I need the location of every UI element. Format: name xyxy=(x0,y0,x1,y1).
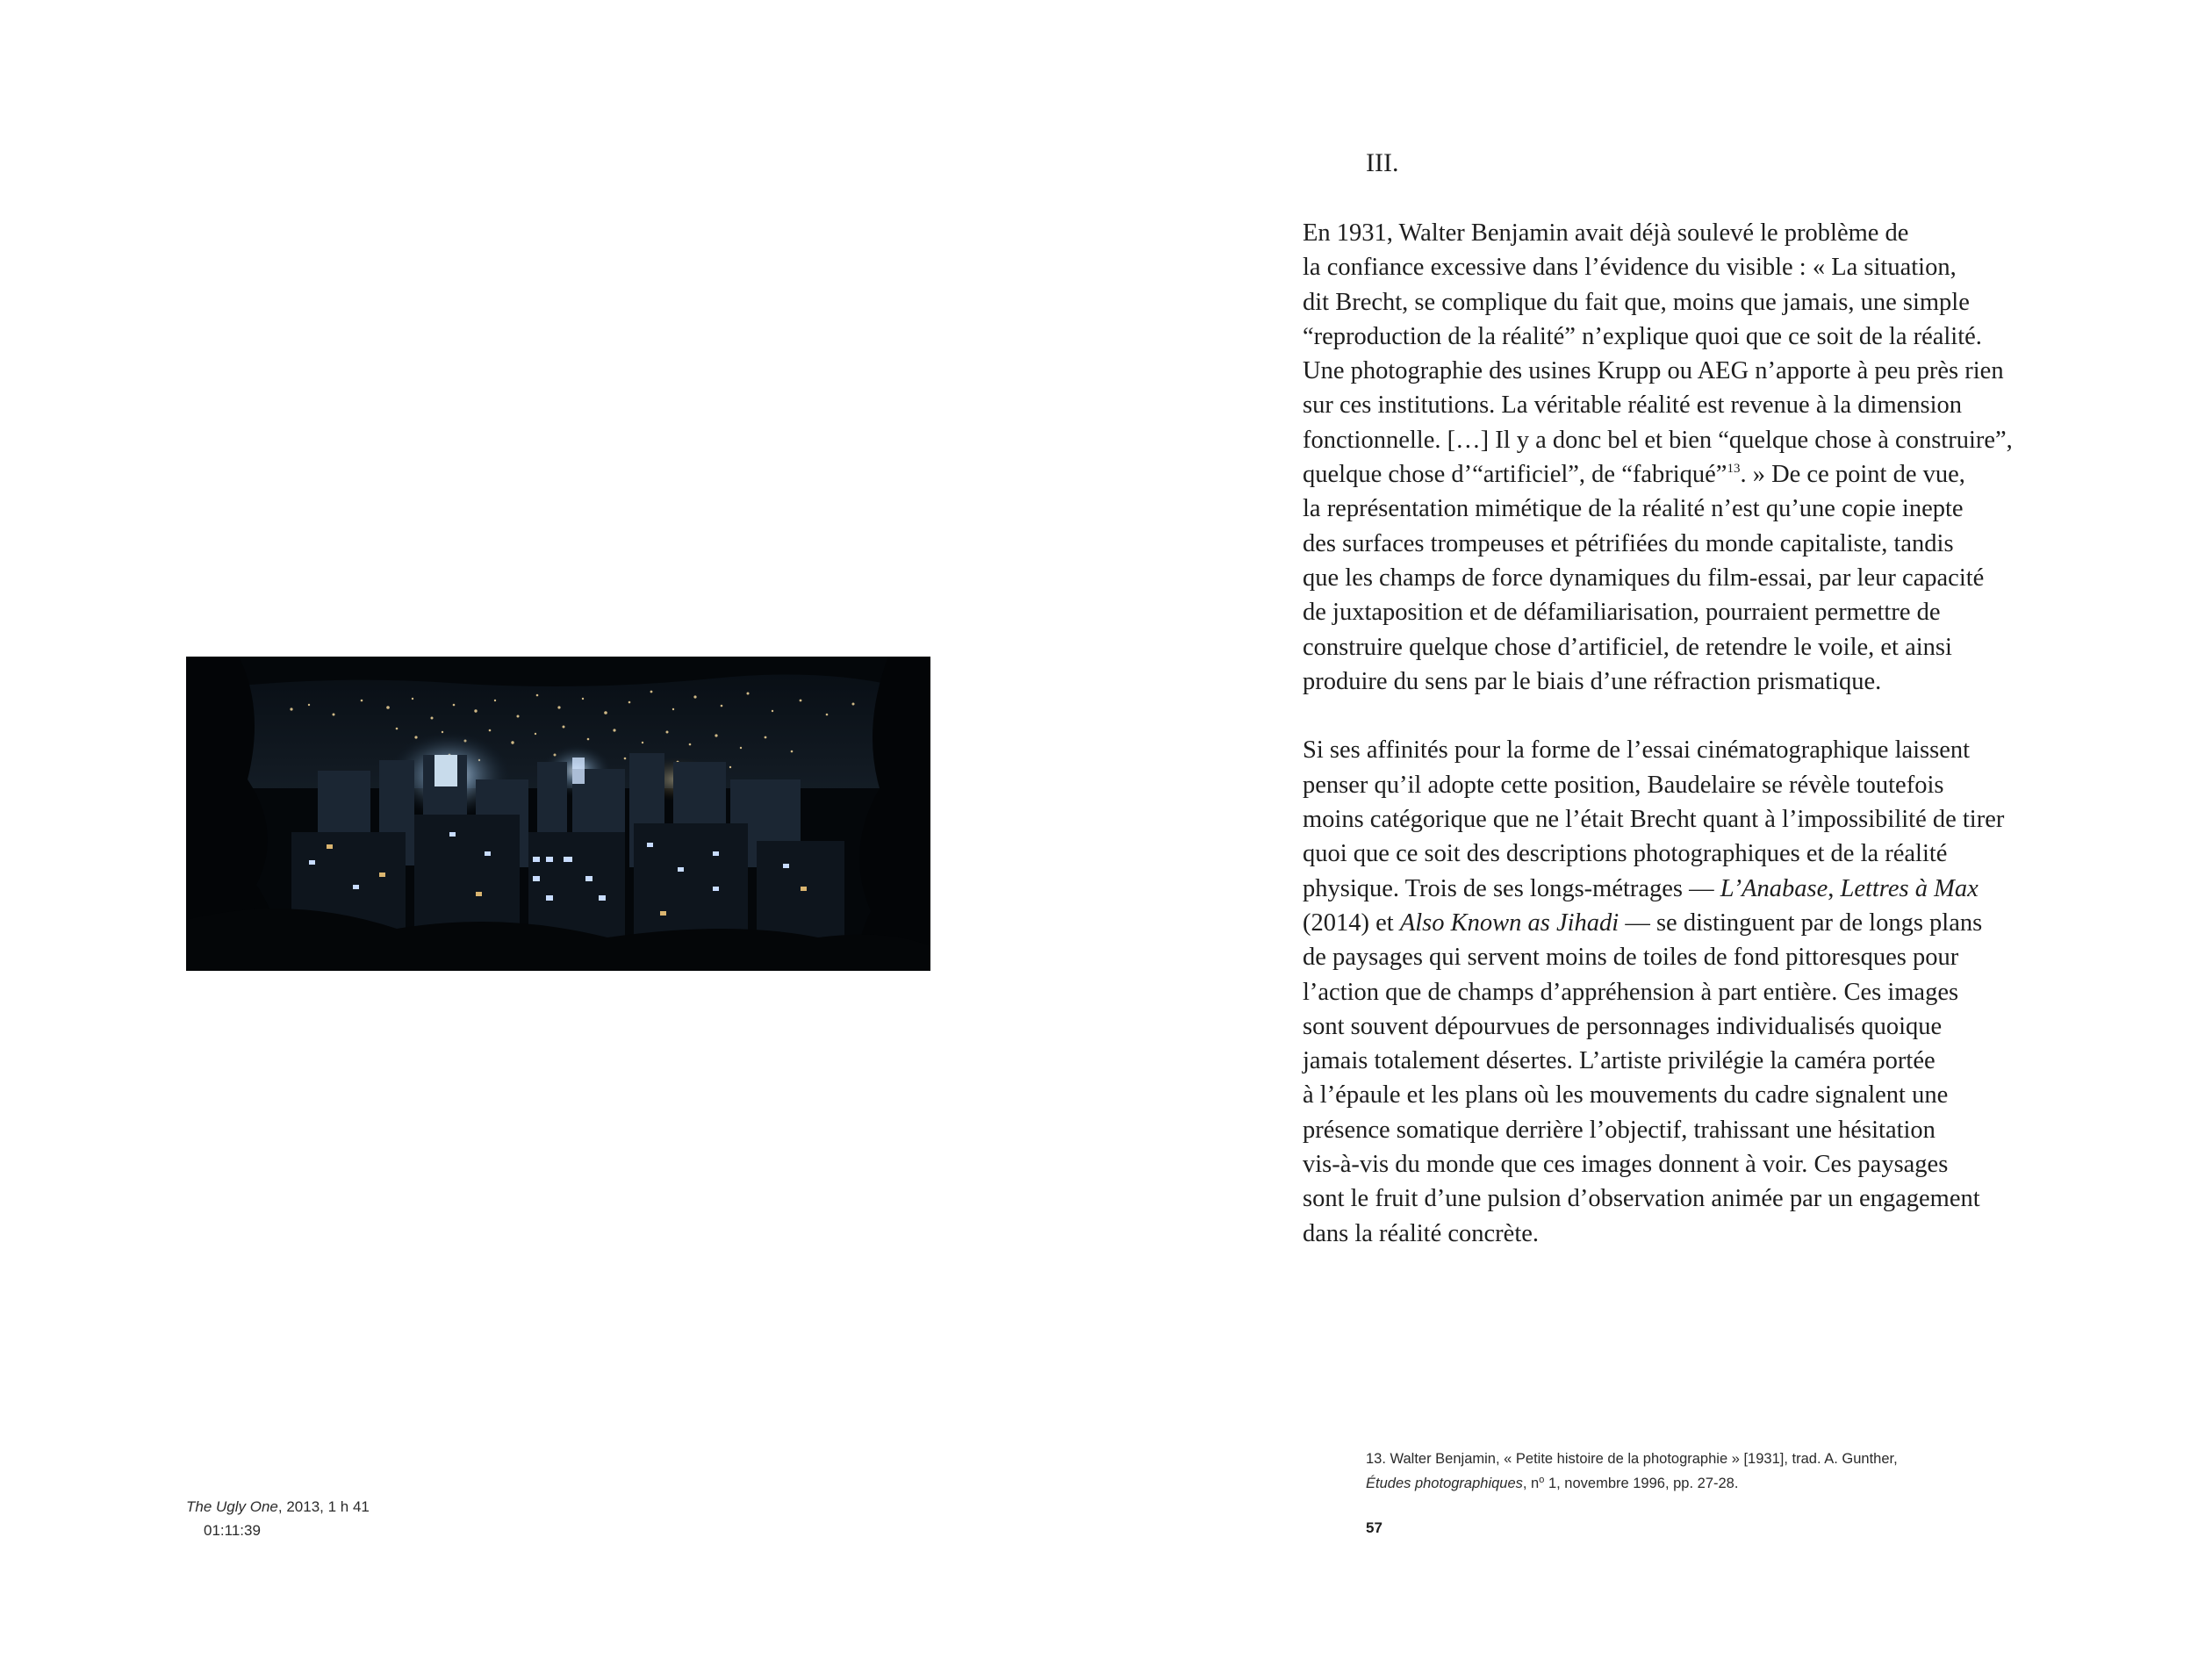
text-line: “reproduction de la réalité” n’explique quoi que ce soit de la réalité. xyxy=(1303,322,1982,350)
film-title-also-known-as-jihadi: Also Known as Jihadi xyxy=(1399,908,1620,937)
text-line: à l’épaule et les plans où les mouvements du cadre signalent une xyxy=(1303,1081,1949,1110)
text-line: des surfaces trompeuses et pétrifiées du monde capitaliste, tandis xyxy=(1303,529,1954,557)
page-number: 57 xyxy=(1366,1519,1382,1536)
caption-film-details: , 2013, 1 h 41 xyxy=(277,1498,370,1515)
superscript: o xyxy=(1539,1475,1545,1485)
text-line: sont le fruit d’une pulsion d’observation animée par un engagement xyxy=(1303,1185,1980,1213)
text-line: fonctionnelle. […] Il y a donc bel et bien “quelque chose à construire”, xyxy=(1303,426,2013,454)
footnote-line: 13. Walter Benjamin, « Petite histoire de la photographie » [1931], trad. A. Gunther, xyxy=(1366,1451,1898,1467)
text-fragment: (2014) et xyxy=(1303,908,1400,937)
text-line xyxy=(1303,872,2137,906)
paragraph-1 xyxy=(1303,216,2137,699)
text-line xyxy=(1303,457,2137,492)
text-fragment: 1, novembre 1996, pp. 27-28. xyxy=(1544,1476,1739,1491)
text-line: penser qu’il adopte cette position, Baudelaire se révèle toutefois xyxy=(1303,771,1944,799)
night-city-illustration xyxy=(186,657,930,971)
text-line: présence somatique derrière l’objectif, trahissant une hésitation xyxy=(1303,1116,1936,1144)
text-line: que les champs de force dynamiques du film-essai, par leur capacité xyxy=(1303,564,1985,592)
figure-caption xyxy=(186,1495,370,1542)
film-title-lettres-a-max: Lettres à Max xyxy=(1840,874,1979,902)
text-line: moins catégorique que ne l’était Brecht quant à l’impossibilité de tirer xyxy=(1303,806,2005,834)
section-number: III. xyxy=(1366,148,1399,177)
text-fragment: — se distinguent par de longs plans xyxy=(1619,908,1983,937)
text-line xyxy=(1303,906,2137,940)
text-line: dans la réalité concrète. xyxy=(1303,1219,1540,1247)
text-line: vis-à-vis du monde que ces images donnent à voir. Ces paysages xyxy=(1303,1151,1949,1179)
text-line: Si ses affinités pour la forme de l’essai cinématographique laissent xyxy=(1303,736,1971,765)
text-fragment: , xyxy=(1828,874,1841,902)
footnote-reference[interactable]: 13 xyxy=(1727,462,1741,477)
text-fragment: quelque chose d’“artificiel”, de “fabriqué” xyxy=(1303,461,1727,489)
film-title-anabase: L’Anabase xyxy=(1720,874,1828,902)
text-line: dit Brecht, se complique du fait que, moins que jamais, une simple xyxy=(1303,288,1970,316)
body-text xyxy=(1303,216,2137,1251)
text-line: sont souvent dépourvues de personnages individualisés quoique xyxy=(1303,1012,1943,1040)
paragraph-2 xyxy=(1303,733,2137,1250)
caption-film-title: The Ugly One xyxy=(186,1498,278,1515)
text-fragment: . » De ce point de vue, xyxy=(1740,461,1965,489)
footnote-journal-title: Études photographiques xyxy=(1366,1476,1523,1491)
text-line: de juxtaposition et de défamiliarisation, pourraient permettre de xyxy=(1303,599,1941,627)
text-line: la confiance excessive dans l’évidence du visible : « La situation, xyxy=(1303,254,1957,282)
film-still-image xyxy=(186,657,930,971)
text-line: la représentation mimétique de la réalité n’est qu’une copie inepte xyxy=(1303,495,1964,523)
text-line: jamais totalement désertes. L’artiste privilégie la caméra portée xyxy=(1303,1047,1936,1075)
caption-timecode: 01:11:39 xyxy=(204,1522,261,1539)
text-line: quoi que ce soit des descriptions photographiques et de la réalité xyxy=(1303,840,1948,868)
text-line: En 1931, Walter Benjamin avait déjà soulevé le problème de xyxy=(1303,219,1909,247)
text-line: Une photographie des usines Krupp ou AEG n’apporte à peu près rien xyxy=(1303,357,2004,385)
text-line: construire quelque chose d’artificiel, de retendre le voile, et ainsi xyxy=(1303,633,1952,661)
text-fragment: physique. Trois de ses longs-métrages — xyxy=(1303,874,1720,902)
text-line: sur ces institutions. La véritable réalité est revenue à la dimension xyxy=(1303,391,1963,420)
footnote-line xyxy=(1366,1471,1898,1496)
text-line: produire du sens par le biais d’une réfraction prismatique. xyxy=(1303,667,1882,695)
text-line: l’action que de champs d’appréhension à part entière. Ces images xyxy=(1303,978,1959,1006)
footnote-13 xyxy=(1366,1447,1898,1496)
text-line: de paysages qui servent moins de toiles de fond pittoresques pour xyxy=(1303,944,1959,972)
text-fragment: , n xyxy=(1522,1476,1540,1491)
